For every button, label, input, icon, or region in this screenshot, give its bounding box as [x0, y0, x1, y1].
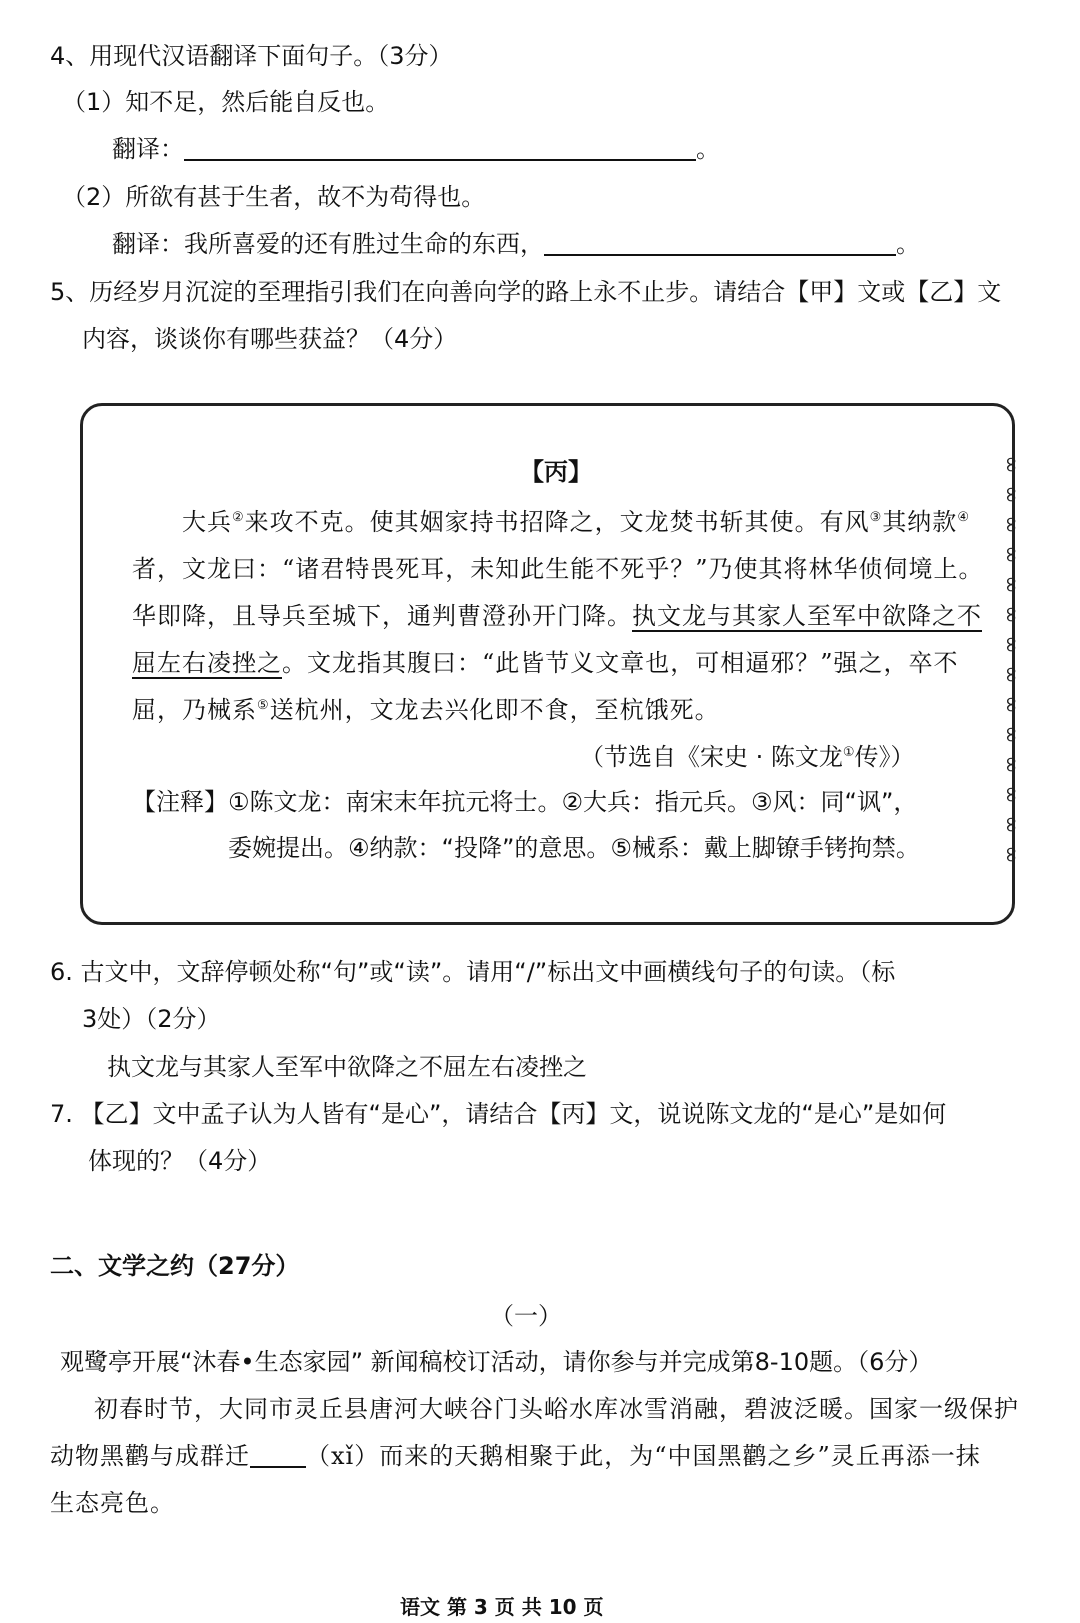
q5-line-1: 5、历经岁月沉淀的至理指引我们在向善向学的路上永不止步。请结合【甲】文或【乙】文	[50, 278, 1002, 306]
passage-line-4	[132, 651, 959, 675]
translation-label: 翻译：	[112, 135, 184, 163]
q4-translation-2	[112, 232, 920, 256]
period: 。	[896, 230, 920, 258]
binder-ring-icon: ∞	[998, 695, 1024, 714]
binder-ring-icon: ∞	[998, 515, 1024, 534]
text: 来攻不克。使其姻家持书招降之，文龙焚书斩其使。有风	[244, 508, 870, 536]
period: 。	[696, 135, 720, 163]
binder-ring-icon: ∞	[998, 665, 1024, 684]
news-paragraph-line-1: 初春时节，大同市灵丘县唐河大峡谷门头峪水库冰雪消融，碧波泛暖。国家一级保护	[94, 1395, 1019, 1423]
passage-line-2: 者，文龙曰：“诸君特畏死耳，未知此生能不死乎？”乃使其将林华侦伺境上。	[132, 555, 984, 583]
answer-blank-2[interactable]	[544, 232, 896, 256]
q4-sentence-2: （2）所欲有甚于生者，故不为苟得也。	[62, 183, 486, 211]
news-paragraph-line-2	[50, 1444, 981, 1468]
binder-ring-icon: ∞	[998, 605, 1024, 624]
passage-line-1	[182, 510, 970, 534]
text: 动物黑鹳与成群迁	[50, 1442, 250, 1470]
binder-ring-icon: ∞	[998, 725, 1024, 744]
note-ref: ⑤	[257, 698, 270, 713]
q6-line-1: 6. 古文中，文辞停顿处称“句”或“读”。请用“/”标出文中画横线句子的句读。（标	[50, 958, 896, 986]
note-ref: ②	[232, 510, 245, 525]
text: 华即降，且导兵至城下，通判曹澄孙开门降。	[132, 602, 632, 630]
answer-blank-1[interactable]	[184, 137, 696, 161]
binder-ring-icon: ∞	[998, 785, 1024, 804]
binder-ring-icon: ∞	[998, 455, 1024, 474]
binder-ring-icon: ∞	[998, 815, 1024, 834]
section-intro: 观鹭亭开展“沐春•生态家园” 新闻稿校订活动，请你参与并完成第8-10题。（6分）	[60, 1348, 933, 1376]
underlined-sentence: 屈左右凌挫之	[132, 649, 282, 677]
text: （xǐ）而来的天鹅相聚于此，为“中国黑鹳之乡”灵丘再添一抹	[306, 1442, 981, 1470]
text: 大兵	[182, 508, 232, 536]
q7-line-2: 体现的？（4分）	[88, 1147, 272, 1175]
fill-blank[interactable]	[250, 1444, 306, 1468]
passage-note-1: 【注释】①陈文龙：南宋末年抗元将士。②大兵：指元兵。③风：同“讽”，	[132, 788, 918, 816]
text: 其纳款	[882, 508, 958, 536]
binder-ring-icon: ∞	[998, 545, 1024, 564]
section-heading: 二、文学之约（27分）	[50, 1252, 300, 1280]
subsection-number: （一）	[490, 1302, 562, 1330]
binder-ring-icon: ∞	[998, 575, 1024, 594]
q4-sentence-1: （1）知不足，然后能自反也。	[62, 88, 390, 116]
binder-ring-icon: ∞	[998, 485, 1024, 504]
text: 屈，乃械系	[132, 696, 257, 724]
passage-source	[580, 745, 915, 769]
note-ref: ③	[869, 510, 883, 525]
text: 送杭州，文龙去兴化即不食，至杭饿死。	[269, 696, 720, 724]
underlined-sentence: 执文龙与其家人至军中欲降之不	[632, 602, 982, 630]
q6-sentence[interactable]: 执文龙与其家人至军中欲降之不屈左右凌挫之	[107, 1053, 587, 1081]
passage-title: 【丙】	[520, 458, 592, 486]
news-paragraph-line-3: 生态亮色。	[50, 1489, 175, 1517]
text: 。文龙指其腹曰：“此皆节义文章也，可相逼邪？”强之，卒不	[282, 649, 959, 677]
note-ref: ④	[957, 510, 970, 525]
q4-title: 4、用现代汉语翻译下面句子。（3分）	[50, 42, 453, 70]
passage-line-5	[132, 698, 720, 722]
binder-ring-icon: ∞	[998, 635, 1024, 654]
text: （节选自《宋史 · 陈文龙	[580, 743, 843, 771]
binder-ring-icon: ∞	[998, 755, 1024, 774]
q7-line-1: 7. 【乙】文中孟子认为人皆有“是心”，请结合【丙】文，说说陈文龙的“是心”是如何	[50, 1100, 947, 1128]
q4-translation-1	[112, 137, 720, 161]
passage-line-3	[132, 604, 982, 628]
q6-line-2: 3处）（2分）	[82, 1005, 221, 1033]
q5-line-2: 内容，谈谈你有哪些获益？（4分）	[82, 325, 458, 353]
note-ref: ①	[842, 745, 855, 760]
passage-note-2: 委婉提出。④纳款：“投降”的意思。⑤械系：戴上脚镣手铐拘禁。	[228, 834, 920, 862]
page-footer: 语文 第 3 页 共 10 页	[400, 1595, 604, 1619]
binder-ring-icon: ∞	[998, 845, 1024, 864]
text: 传》）	[854, 743, 915, 771]
translation-label: 翻译：我所喜爱的还有胜过生命的东西，	[112, 230, 544, 258]
